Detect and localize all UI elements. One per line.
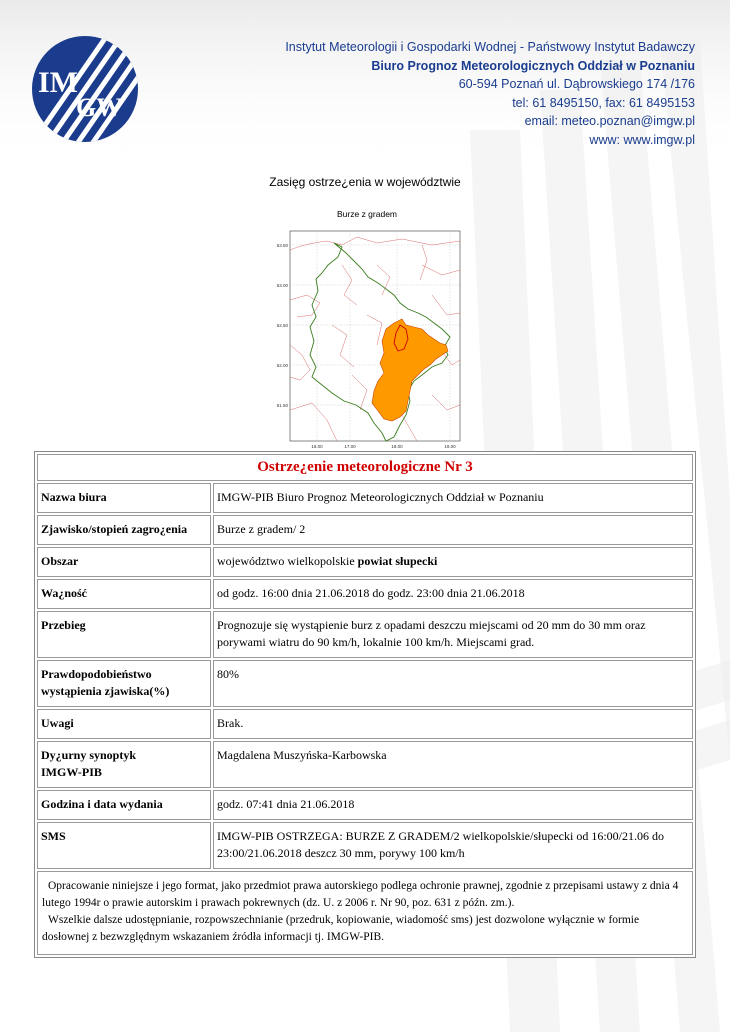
row-value: Prognozuje się wystąpienie burz z opadami deszczu miejscami od 20 mm do 30 mm oraz porywami wiatru do 90 km/h, lokalnie 100 km/h. Miejscami grad. [213, 611, 693, 658]
row-label: Prawdopodobieństwo wystąpienia zjawiska(%) [37, 660, 211, 707]
warning-map [276, 205, 462, 453]
institute-contact [285, 38, 695, 149]
row-value: 80% [213, 660, 693, 707]
y-tick-label: 53.50 [276, 243, 288, 248]
warning-title: Ostrze¿enie meteorologiczne Nr 3 [37, 454, 693, 481]
x-tick-labels [311, 444, 456, 449]
row-value: Burze z gradem/ 2 [213, 515, 693, 545]
map-frame [290, 231, 460, 441]
area-powiat: powiat słupecki [357, 554, 438, 568]
area-voivodeship: województwo wielkopolskie [217, 554, 355, 568]
table-row [37, 709, 693, 739]
row-value: od godz. 16:00 dnia 21.06.2018 do godz. 23:00 dnia 21.06.2018 [213, 579, 693, 609]
letterhead [0, 0, 730, 170]
warning-table [34, 451, 696, 958]
row-label: Przebieg [37, 611, 211, 658]
row-label: Zjawisko/stopień zagro¿enia [37, 515, 211, 545]
row-value: Magdalena Muszyńska-Karbowska [213, 741, 693, 788]
y-tick-label: 53.00 [276, 283, 288, 288]
x-tick-label: 17.00 [344, 444, 356, 449]
row-value: godz. 07:41 dnia 21.06.2018 [213, 790, 693, 820]
table-row [37, 483, 693, 513]
table-row [37, 660, 693, 707]
institute-name: Instytut Meteorologii i Gospodarki Wodnej - Państwowy Instytut Badawczy [285, 40, 695, 54]
table-row [37, 790, 693, 820]
copyright-paragraph: Opracowanie niniejsze i jego format, jako przedmiot prawa autorskiego podlega ochronie prawnej, zgodnie z przepisami ustawy z dnia 4 lutego 1994r o prawie autorskim i prawach pokrewnych (dz. U. z 2006 r. Nr 90, poz. 631 z późn. zm.). [42, 880, 679, 909]
row-value: Brak. [213, 709, 693, 739]
table-row [37, 515, 693, 545]
table-row [37, 611, 693, 658]
row-value: IMGW-PIB Biuro Prognoz Meteorologicznych Oddział w Poznaniu [213, 483, 693, 513]
table-row [37, 547, 693, 577]
map-subtitle: Burze z gradem [337, 209, 397, 219]
svg-text:GW: GW [76, 93, 123, 122]
email[interactable]: email: meteo.poznan@imgw.pl [524, 114, 695, 128]
row-label: Godzina i data wydania [37, 790, 211, 820]
imgw-logo [30, 34, 140, 144]
website[interactable]: www: www.imgw.pl [589, 132, 695, 147]
x-tick-label: 16.00 [311, 444, 323, 449]
y-tick-label: 52.50 [276, 323, 288, 328]
y-tick-label: 52.00 [276, 363, 288, 368]
map-title: Zasięg ostrze¿enia w województwie [269, 175, 461, 189]
row-label: Nazwa biura [37, 483, 211, 513]
row-label: Uwagi [37, 709, 211, 739]
row-label: Obszar [37, 547, 211, 577]
table-row [37, 741, 693, 788]
row-value: IMGW-PIB OSTRZEGA: BURZE Z GRADEM/2 wielkopolskie/słupecki od 16:00/21.06 do 23:00/21.06.2018 deszcz 30 mm, porywy 100 km/h [213, 822, 693, 869]
y-tick-label: 51.50 [276, 403, 288, 408]
svg-text:IM: IM [38, 66, 78, 99]
copyright-notice [37, 871, 693, 955]
distribution-paragraph: Wszelkie dalsze udostępnianie, rozpowszechnianie (przedruk, kopiowanie, wiadomość sms) jest dozwolone wyłącznie w formie dosłownej z bezwzględnym wskazaniem źródła informacji tj. IMGW-PIB. [42, 914, 640, 943]
row-value [213, 547, 693, 577]
x-tick-label: 18.00 [391, 444, 403, 449]
row-label: Wa¿ność [37, 579, 211, 609]
office-name: Biuro Prognoz Meteorologicznych Oddział w Poznaniu [371, 58, 695, 73]
table-row [37, 822, 693, 869]
map-figure [276, 205, 462, 453]
row-label: SMS [37, 822, 211, 869]
table-row [37, 579, 693, 609]
x-tick-label: 19.00 [444, 444, 456, 449]
phone-fax: tel: 61 8495150, fax: 61 8495153 [512, 95, 695, 110]
row-label: Dy¿urny synoptyk IMGW-PIB [37, 741, 211, 788]
address: 60-594 Poznań ul. Dąbrowskiego 174 /176 [458, 77, 695, 91]
